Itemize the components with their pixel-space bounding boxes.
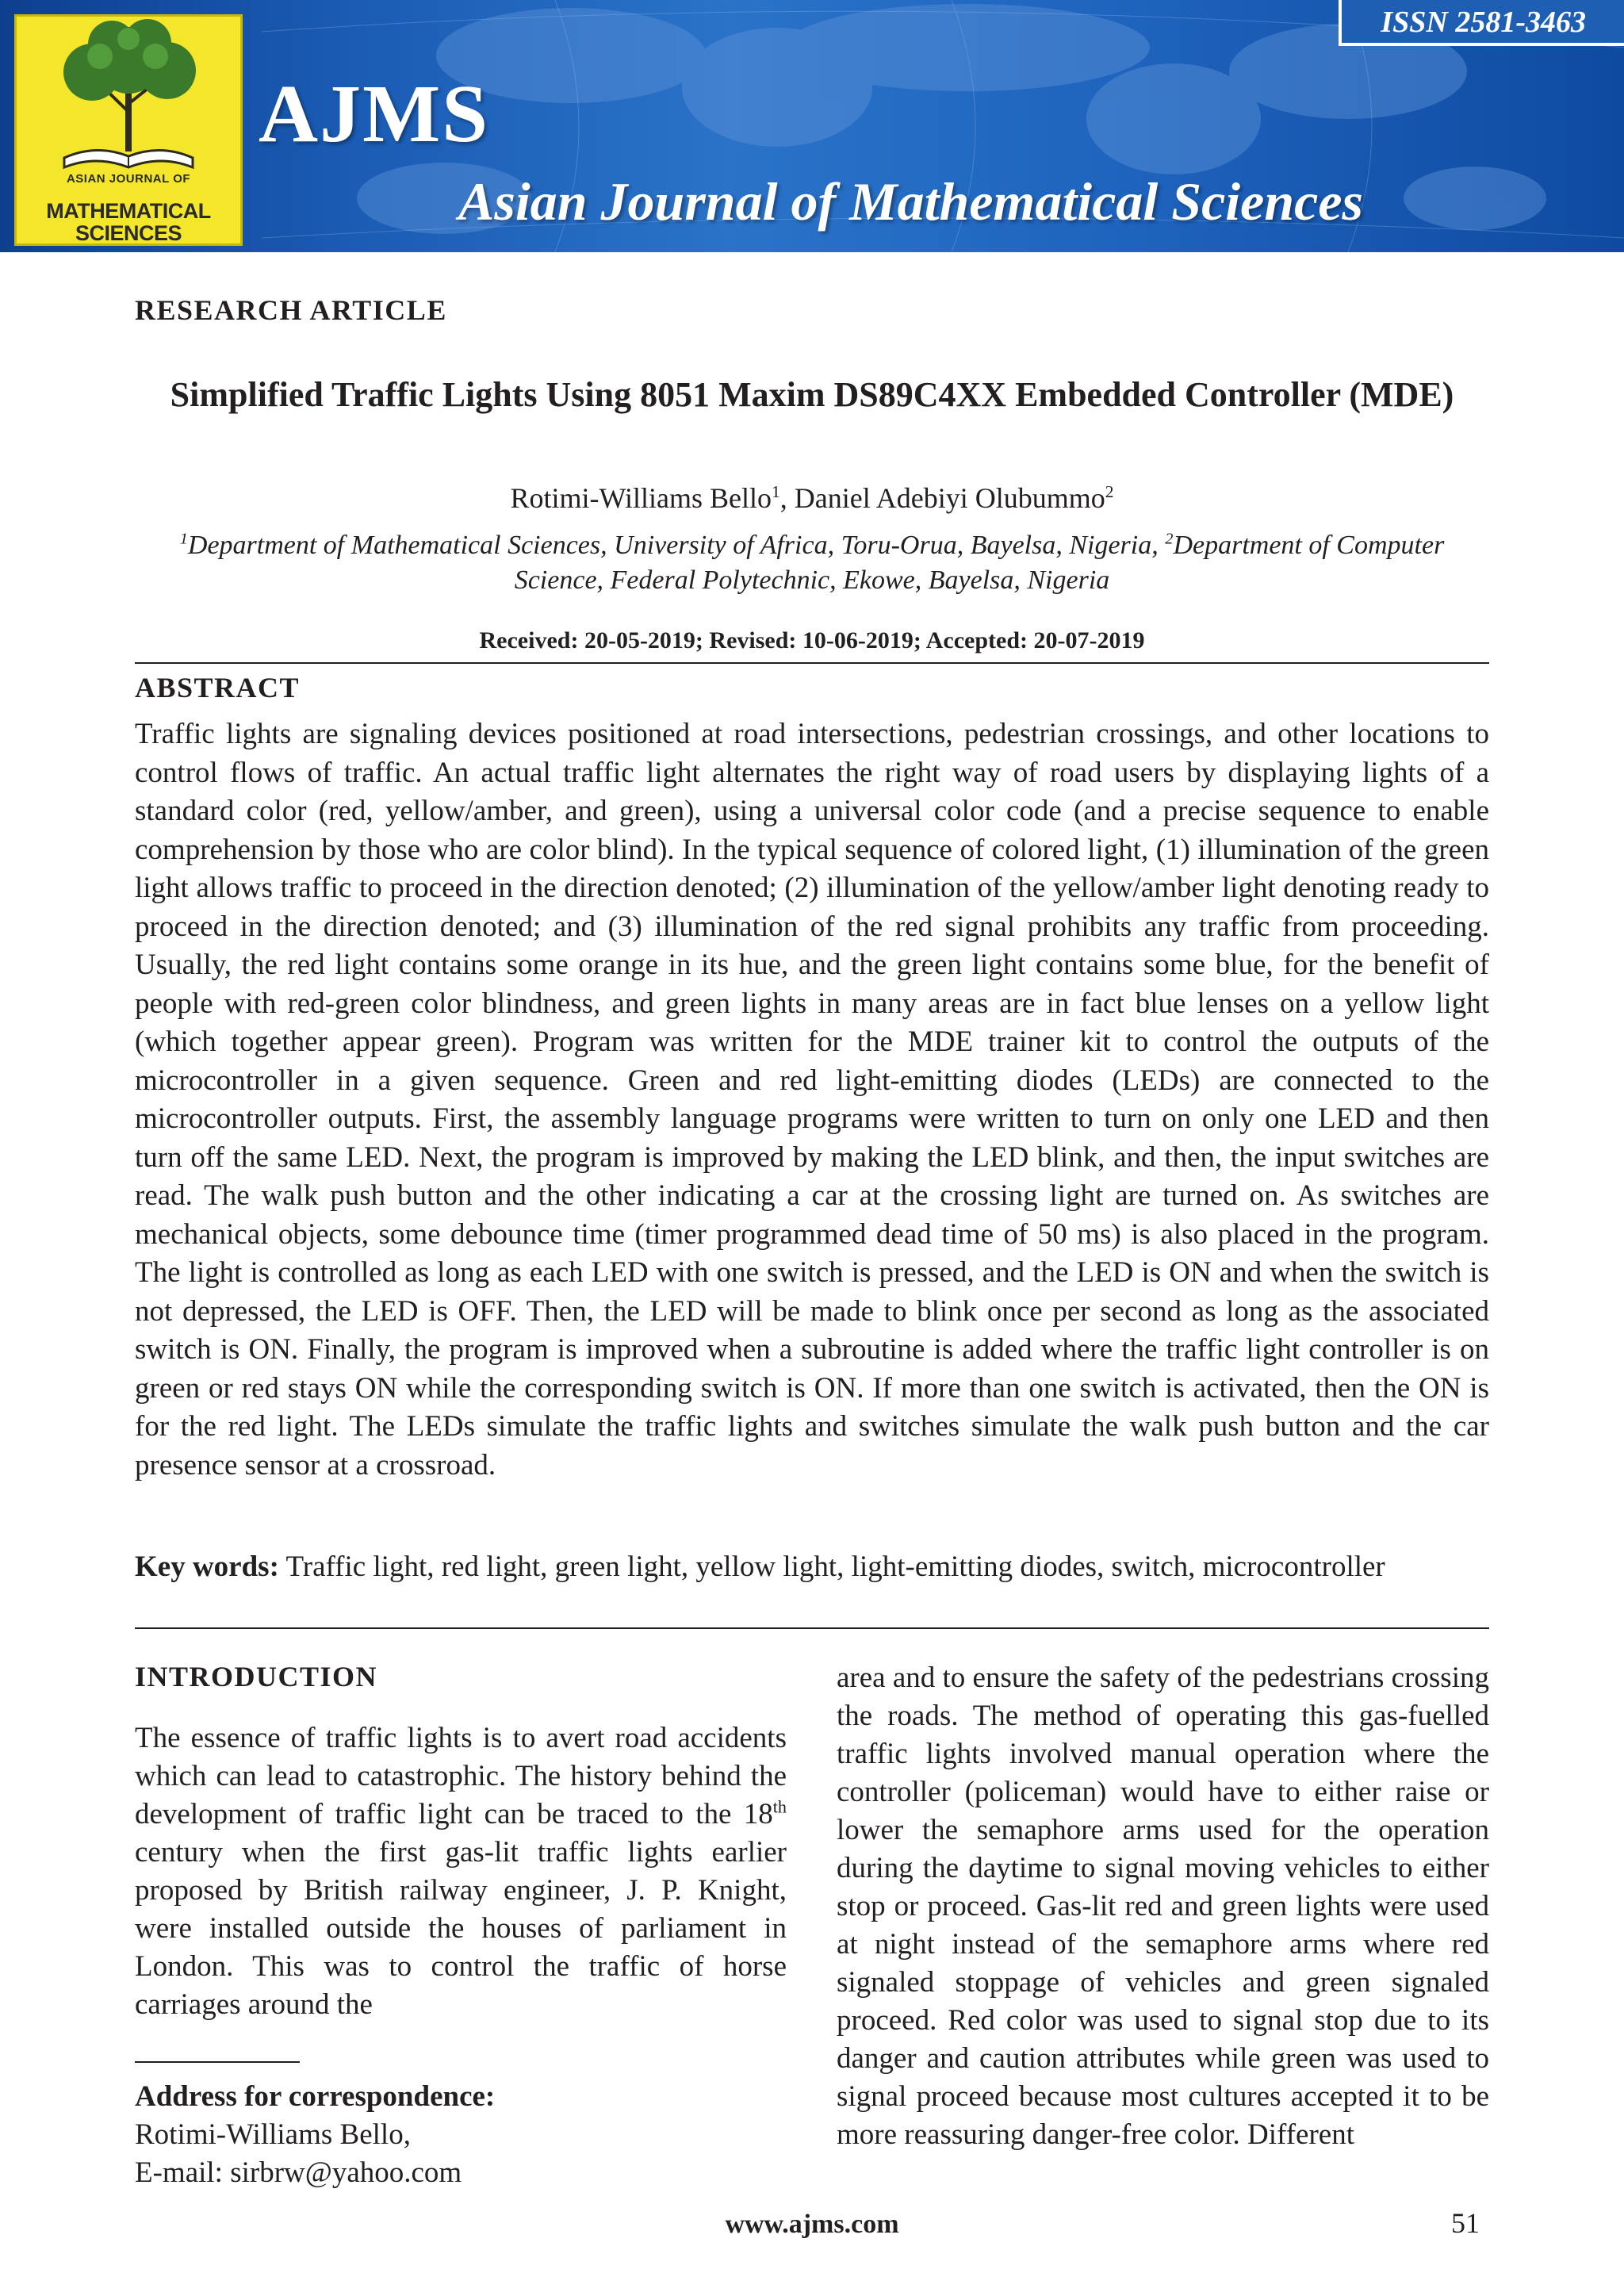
journal-banner	[0, 0, 1624, 252]
issn-badge	[1339, 0, 1624, 46]
affiliation-text: Department of Mathematical Sciences, University of Africa, Toru-Orua, Bayelsa, Nigeria,	[187, 531, 1166, 560]
introduction-left-column	[135, 1719, 787, 2024]
abstract-body: Traffic lights are signaling devices positioned at road intersections, pedestrian crossings, and other locations to control flows of traffic. An actual traffic light alternates the right way of road users by displaying lights of a standard color (red, yellow/amber, and green), using a universal color code (and a precise sequence to enable comprehension by those who are color blind). In the typical sequence of colored light, (1) illumination of the green light allows traffic to proceed in the direction denoted; (2) illumination of the yellow/amber light denoting ready to proceed in the direction denoted; and (3) illumination of the red signal prohibits any traffic from proceeding. Usually, the red light contains some orange in its hue, and the green light contains some blue, for the benefit of people with red-green color blindness, and green lights in many areas are in fact blue lenses on a yellow light (which together appear green). Program was written for the MDE trainer kit to control the outputs of the microcontroller in a given sequence. Green and red light-emitting diodes (LEDs) are connected to the microcontroller outputs. First, the assembly language programs were written to turn on only one LED and then turn off the same LED. Next, the program is improved by making the LED blink, and then, the input switches are read. The walk push button and the other indicating a car at the crossing light are turned on. As switches are mechanical objects, some debounce time (timer programmed dead time of 50 ms) is also placed in the program. The light is controlled as long as each LED with one switch is pressed, and the LED is ON and when the switch is not depressed, the LED is OFF. Then, the LED will be made to blink once per second as long as the associated switch is ON. Finally, the program is improved when a subroutine is added where the traffic light controller is on green or red stays ON while the corresponding switch is ON. If more than one switch is activated, then the ON is for the red light. The LEDs simulate the traffic lights and switches simulate the walk push button and the car presence sensor at a crossroad.	[135, 718, 1489, 1481]
journal-logo	[14, 14, 243, 246]
issn-text: ISSN 2581-3463	[1381, 6, 1586, 39]
introduction-heading: INTRODUCTION	[135, 1661, 378, 1692]
author-affiliation-mark: 2	[1105, 482, 1114, 501]
ordinal-superscript: th	[772, 1796, 787, 1817]
author-name: Daniel Adebiyi Olubummo	[794, 482, 1105, 514]
journal-website: www.ajms.com	[725, 2210, 899, 2239]
page-number: 51	[1451, 2207, 1480, 2239]
author-separator: ,	[779, 482, 795, 514]
logo-big-text-line1: MATHEMATICAL	[46, 199, 211, 223]
keywords-label: Key words:	[135, 1550, 279, 1583]
journal-acronym: AJMS	[259, 68, 490, 159]
logo-small-text: ASIAN JOURNAL OF	[66, 172, 191, 186]
author-affiliation-mark: 1	[771, 482, 780, 501]
submission-dates: Received: 20-05-2019; Revised: 10-06-2019; Accepted: 20-07-2019	[479, 627, 1145, 654]
footnote-rule	[135, 2061, 300, 2063]
article-title: Simplified Traffic Lights Using 8051 Maxim DS89C4XX Embedded Controller (MDE)	[170, 375, 1454, 414]
tree-book-logo-icon	[17, 17, 240, 172]
article-type-label: RESEARCH ARTICLE	[135, 294, 447, 326]
affiliation-text: Department of Computer Science, Federal Polytechnic, Ekowe, Bayelsa, Nigeria	[514, 531, 1445, 595]
author-list	[135, 481, 1489, 516]
keywords-text: Traffic light, red light, green light, yellow light, light-emitting diodes, switch, microcontroller	[278, 1550, 1385, 1583]
journal-title: Asian Journal of Mathematical Sciences	[458, 171, 1363, 232]
author-name: Rotimi-Williams Bello	[510, 482, 772, 514]
affiliation-mark: 2	[1165, 530, 1174, 548]
affiliations	[159, 528, 1465, 598]
intro-text: The essence of traffic lights is to avert road accidents which can lead to catastrophic. The history behind the development of traffic light can be traced to the 18	[135, 1722, 787, 1830]
intro-text: century when the first gas-lit traffic lights earlier proposed by British railway engineer, J. P. Knight, were installed outside the houses of parliament in London. This was to control the traffic of horse carriages around the	[135, 1836, 787, 2021]
logo-big-text-line2: SCIENCES	[75, 221, 182, 245]
correspondence-name: Rotimi-Williams Bello,	[135, 2118, 411, 2151]
correspondence-heading: Address for correspondence:	[135, 2080, 496, 2113]
divider	[135, 662, 1489, 664]
correspondence-email: E-mail: sirbrw@yahoo.com	[135, 2156, 462, 2189]
abstract-heading: ABSTRACT	[135, 672, 301, 703]
divider	[135, 1627, 1489, 1629]
keywords	[135, 1548, 1489, 1586]
introduction-right-column: area and to ensure the safety of the pedestrians crossing the roads. The method of operating this gas-fuelled traffic lights involved manual operation where the controller (policeman) would have to either raise or lower the semaphore arms used for the operation during the daytime to signal moving vehicles to either stop or proceed. Gas-lit red and green lights were used at night instead of the semaphore arms where red signaled stoppage of vehicles and green signaled proceed. Red color was used to signal stop due to its danger and caution attributes while green was used to signal proceed because most cultures accepted it to be more reassuring danger-free color. Different	[837, 1662, 1489, 2151]
affiliation-mark: 1	[179, 530, 188, 548]
